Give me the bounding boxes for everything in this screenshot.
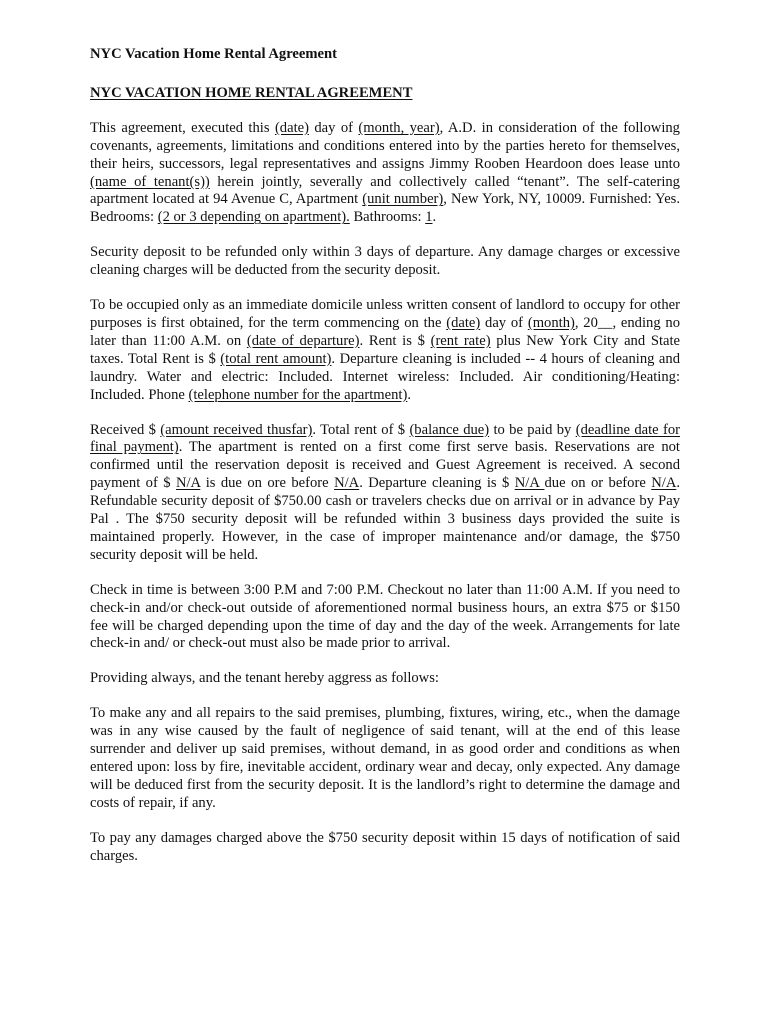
tenant-covenants-intro: Providing always, and the tenant hereby aggress as follows:: [90, 670, 439, 687]
total-rent-blank: (total rent amount): [220, 350, 332, 367]
p4-text-2: . Total rent of $: [312, 421, 410, 438]
damages-paragraph: To pay any damages charged above the $750 security deposit within 15 days of notification of said charges.: [90, 829, 680, 864]
bathrooms-value: 1: [425, 209, 433, 226]
p1-text-2: day of: [308, 119, 359, 136]
p3-text-6: . Departure cleaning is included -- 4 hours of cleaning and laundry. Water and electric: Included. Internet wireless: Included. Air conditioning/Heating: Included. Phone: [90, 350, 680, 403]
document-header: NYC Vacation Home Rental Agreement: [90, 46, 337, 62]
cleaning-fee-amount: N/A: [514, 475, 545, 492]
bedrooms-blank: (2 or 3 depending on apartment).: [157, 209, 350, 226]
p1-text-7: .: [432, 209, 437, 226]
date-blank: (date): [274, 119, 309, 136]
p3-text-4: . Rent is $: [359, 332, 431, 349]
p1-text-4: herein jointly, severally and collectively called “tenant”. The self-catering apartment located at 94 Avenue C, Apartment: [90, 173, 680, 208]
p4-text-1: Received $: [90, 421, 161, 438]
p3-text-3: , 20__, ending no later than 11:00 A.M. on: [90, 314, 680, 349]
payment-terms-paragraph: [90, 422, 680, 565]
p4-text-5: is due on ore before: [200, 475, 335, 492]
unit-number-blank: (unit number): [362, 191, 444, 208]
start-date-blank: (date): [446, 314, 481, 331]
document-page: [90, 46, 680, 883]
p1-text-6: Bathrooms:: [349, 209, 426, 226]
p3-text-5: plus New York City and State taxes. Total Rent is $: [90, 332, 681, 367]
check-in-paragraph: Check in time is between 3:00 P.M and 7:00 P.M. Checkout no later than 11:00 A.M. If you need to check-in and/or check-out outside of aforementioned normal business hours, an extra $75 or $150 fee will be charged depending upon the time of day and the day of the week. Arrangements for late check-in and/ or check-out must also be made prior to arrival.: [90, 581, 680, 652]
p4-text-7: due on or before: [544, 475, 652, 492]
p3-text-2: day of: [480, 314, 528, 331]
phone-number-blank: (telephone number for the apartment): [188, 386, 408, 403]
security-deposit-paragraph: Security deposit to be refunded only within 3 days of departure. Any damage charges or excessive cleaning charges will be deducted from the security deposit.: [90, 244, 680, 279]
p4-text-6: . Departure cleaning is $: [359, 475, 515, 492]
p3-text-7: .: [407, 386, 411, 403]
tenant-name-blank: (name of tenant(s)): [90, 173, 210, 190]
p4-text-3: to be paid by: [489, 421, 576, 438]
balance-due-blank: (balance due): [409, 421, 490, 438]
second-payment-date: N/A: [334, 475, 360, 492]
final-payment-deadline-blank: (deadline date for final payment): [90, 421, 681, 456]
start-month-blank: (month): [527, 314, 575, 331]
p3-text-1: To be occupied only as an immediate domicile unless written consent of landlord to occupy for other purposes is first obtained, for the term commencing on the: [90, 297, 680, 331]
p1-text-1: This agreement, executed this: [90, 119, 275, 136]
p4-text-8: . Refundable security deposit of $750.00 cash or travelers checks due on arrival or in advance by Pay Pal . The $750 security deposit will be refunded within 3 business days provided the suite is maintained properly. However, in the case of improper maintenance and/or damage, the $750 security deposit will be held.: [90, 475, 681, 563]
agreement-parties-paragraph: [90, 120, 680, 227]
rent-rate-blank: (rent rate): [430, 332, 491, 349]
second-payment-amount: N/A: [175, 475, 201, 492]
cleaning-fee-date: N/A: [651, 475, 677, 492]
amount-received-blank: (amount received thusfar): [160, 421, 313, 438]
departure-date-blank: (date of departure): [246, 332, 360, 349]
p4-text-4: . The apartment is rented on a first come first serve basis. Reservations are not confirmed until the reservation deposit is received and Guest Agreement is received. A second payment of $: [90, 439, 680, 492]
p1-text-3: , A.D. in consideration of the following covenants, agreements, limitations and conditions entered into by the parties hereto for themselves, their heirs, successors, legal representatives and assigns Jimmy Rooben Heardoon does lease unto: [90, 119, 680, 172]
month-year-blank: (month, year): [358, 119, 440, 136]
repairs-paragraph: To make any and all repairs to the said premises, plumbing, fixtures, wiring, etc., when the damage was in any wise caused by the fault of negligence of said tenant, will at the end of this lease surrender and deliver up said premises, without demand, in as good order and conditions as when entered upon: loss by fire, inevitable accident, ordinary wear and decay, only expected. Any damage will be deduced first from the security deposit. It is the landlord’s right to determine the damage and costs of repair, if any.: [90, 705, 680, 811]
document-title: NYC VACATION HOME RENTAL AGREEMENT: [90, 84, 413, 101]
p1-text-5: , New York, NY, 10009. Furnished: Yes. Bedrooms:: [90, 191, 680, 226]
occupancy-terms-paragraph: [90, 297, 680, 404]
